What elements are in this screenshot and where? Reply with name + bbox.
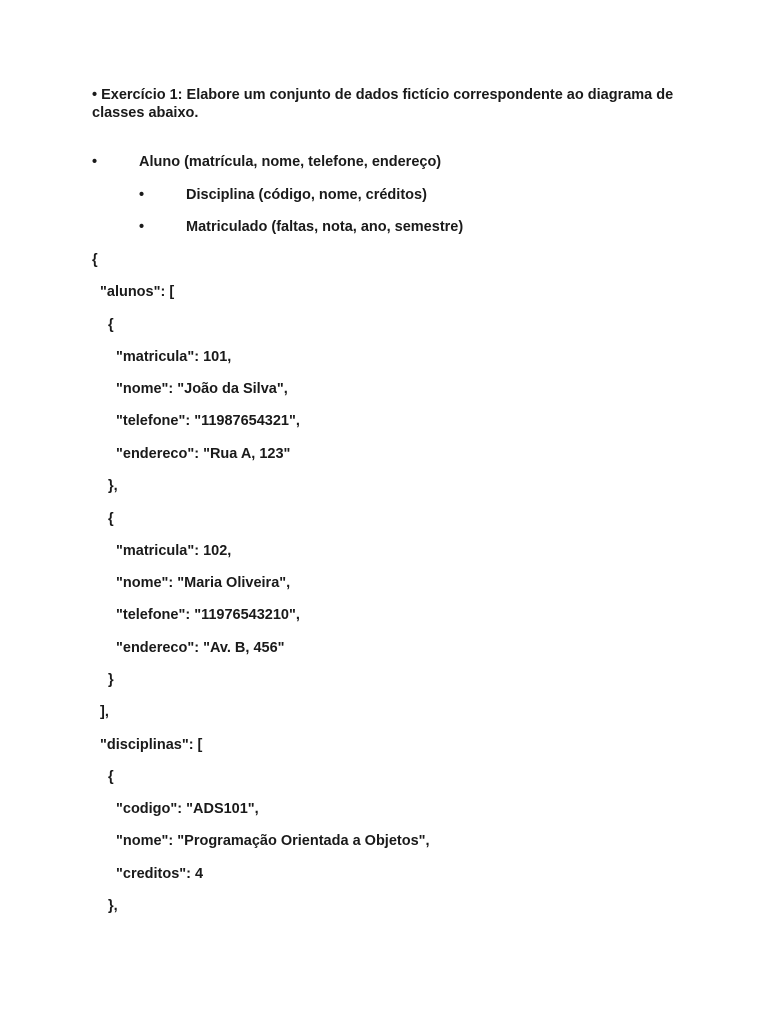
code-line: "matricula": 102, bbox=[116, 543, 232, 559]
code-line: "matricula": 101, bbox=[116, 349, 232, 365]
code-line: }, bbox=[108, 898, 118, 914]
bullet-mark: • bbox=[139, 187, 145, 203]
code-line: "telefone": "11976543210", bbox=[116, 607, 300, 623]
code-line: "codigo": "ADS101", bbox=[116, 801, 259, 817]
code-line: "creditos": 4 bbox=[116, 866, 204, 882]
code-line: "endereco": "Av. B, 456" bbox=[116, 640, 285, 656]
code-line: "endereco": "Rua A, 123" bbox=[116, 446, 291, 462]
bullet-text: Disciplina (código, nome, créditos) bbox=[186, 187, 427, 203]
code-line: { bbox=[108, 317, 114, 333]
code-line: { bbox=[108, 769, 114, 785]
bullet-text: Aluno (matrícula, nome, telefone, endereço) bbox=[139, 154, 442, 170]
code-line: { bbox=[92, 252, 98, 268]
code-line: "nome": "João da Silva", bbox=[116, 381, 288, 397]
bullet-mark: • bbox=[139, 219, 145, 235]
exercise-statement: • Exercício 1: Elabore um conjunto de dados fictício correspondente ao diagrama de classes abaixo. bbox=[92, 87, 674, 121]
code-line: }, bbox=[108, 478, 118, 494]
bullet-mark: • bbox=[92, 154, 98, 170]
bullet-text: Matriculado (faltas, nota, ano, semestre) bbox=[186, 219, 464, 235]
code-line: "nome": "Programação Orientada a Objetos", bbox=[116, 833, 430, 849]
code-line: "telefone": "11987654321", bbox=[116, 413, 300, 429]
code-line: "nome": "Maria Oliveira", bbox=[116, 575, 291, 591]
code-line: } bbox=[108, 672, 114, 688]
code-line: "alunos": [ bbox=[100, 284, 175, 300]
code-line: "disciplinas": [ bbox=[100, 737, 203, 753]
code-line: { bbox=[108, 511, 114, 527]
code-line: ], bbox=[100, 704, 109, 720]
